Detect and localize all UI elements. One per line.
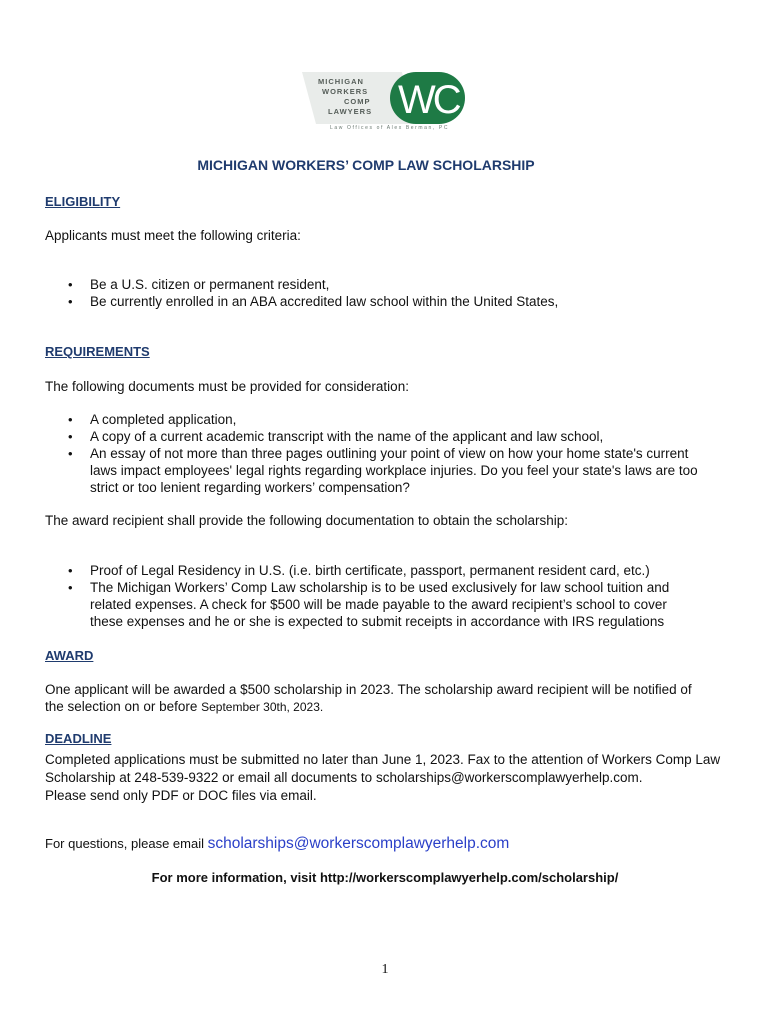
logo-line-1: MICHIGAN <box>318 77 364 86</box>
eligibility-list <box>45 276 558 310</box>
questions-line <box>45 835 509 853</box>
list-item-continuation <box>45 462 698 479</box>
more-info-line: For more information, visit http://workerscomplawyerhelp.com/scholarship/ <box>151 870 619 885</box>
list-item-text: related expenses. A check for $500 will be made payable to the award recipient’s school to cover <box>90 597 667 612</box>
logo-tagline: Law Offices of Alex Berman, PC <box>330 125 450 131</box>
award-docs-list <box>45 562 669 630</box>
award-heading: AWARD <box>45 648 94 663</box>
list-item: • Be currently enrolled in an ABA accredited law school within the United States, <box>45 293 558 310</box>
eligibility-heading: ELIGIBILITY <box>45 194 121 209</box>
list-item-continuation <box>45 596 669 613</box>
list-item-continuation <box>45 479 698 496</box>
list-item: • The Michigan Workers’ Comp Law scholarship is to be used exclusively for law school tuition and <box>45 579 669 596</box>
logo-line-2: WORKERS <box>322 87 369 96</box>
list-item: • A completed application, <box>45 411 698 428</box>
list-item: • An essay of not more than three pages outlining your point of view on how your home state's current <box>45 445 698 462</box>
list-item-text: laws impact employees' legal rights regarding workplace injuries. Do you feel your state's laws are too <box>90 463 698 478</box>
logo-monogram: WC <box>398 78 459 122</box>
deadline-line-1: Completed applications must be submitted no later than June 1, 2023. Fax to the attention of Workers Comp Law <box>45 752 721 767</box>
deadline-heading: DEADLINE <box>45 731 112 746</box>
page-title: MICHIGAN WORKERS’ COMP LAW SCHOLARSHIP <box>197 157 535 173</box>
logo-line-4: LAWYERS <box>328 107 373 116</box>
questions-email-link[interactable]: scholarships@workerscomplawyerhelp.com <box>207 835 510 852</box>
page-number: 1 <box>381 962 389 977</box>
questions-prefix: For questions, please email <box>45 836 208 851</box>
award-line-2-text: the selection on or before <box>45 699 202 714</box>
requirements-list <box>45 411 698 496</box>
list-item: • Proof of Legal Residency in U.S. (i.e. birth certificate, passport, permanent resident card, etc.) <box>45 562 669 579</box>
list-item-continuation <box>45 613 669 630</box>
list-item-text: these expenses and he or she is expected to submit receipts in accordance with IRS regulations <box>90 614 665 629</box>
award-date: September 30th, 2023. <box>201 700 324 714</box>
award-docs-intro: The award recipient shall provide the following documentation to obtain the scholarship: <box>45 513 569 528</box>
award-line-2 <box>45 698 323 716</box>
requirements-intro: The following documents must be provided for consideration: <box>45 379 409 394</box>
award-line-1: One applicant will be awarded a $500 scholarship in 2023. The scholarship award recipient will be notified of <box>45 682 692 697</box>
logo-line-3: COMP <box>344 97 371 106</box>
list-item: • A copy of a current academic transcript with the name of the applicant and law school, <box>45 428 698 445</box>
requirements-heading: REQUIREMENTS <box>45 344 150 359</box>
list-item-text: strict or too lenient regarding workers’ compensation? <box>90 480 410 495</box>
eligibility-intro: Applicants must meet the following criteria: <box>45 228 301 243</box>
deadline-line-2: Scholarship at 248-539-9322 or email all documents to scholarships@workerscomplawyerhelp.com. <box>45 770 643 785</box>
list-item: • Be a U.S. citizen or permanent resident, <box>45 276 558 293</box>
deadline-line-3: Please send only PDF or DOC files via email. <box>45 788 317 803</box>
